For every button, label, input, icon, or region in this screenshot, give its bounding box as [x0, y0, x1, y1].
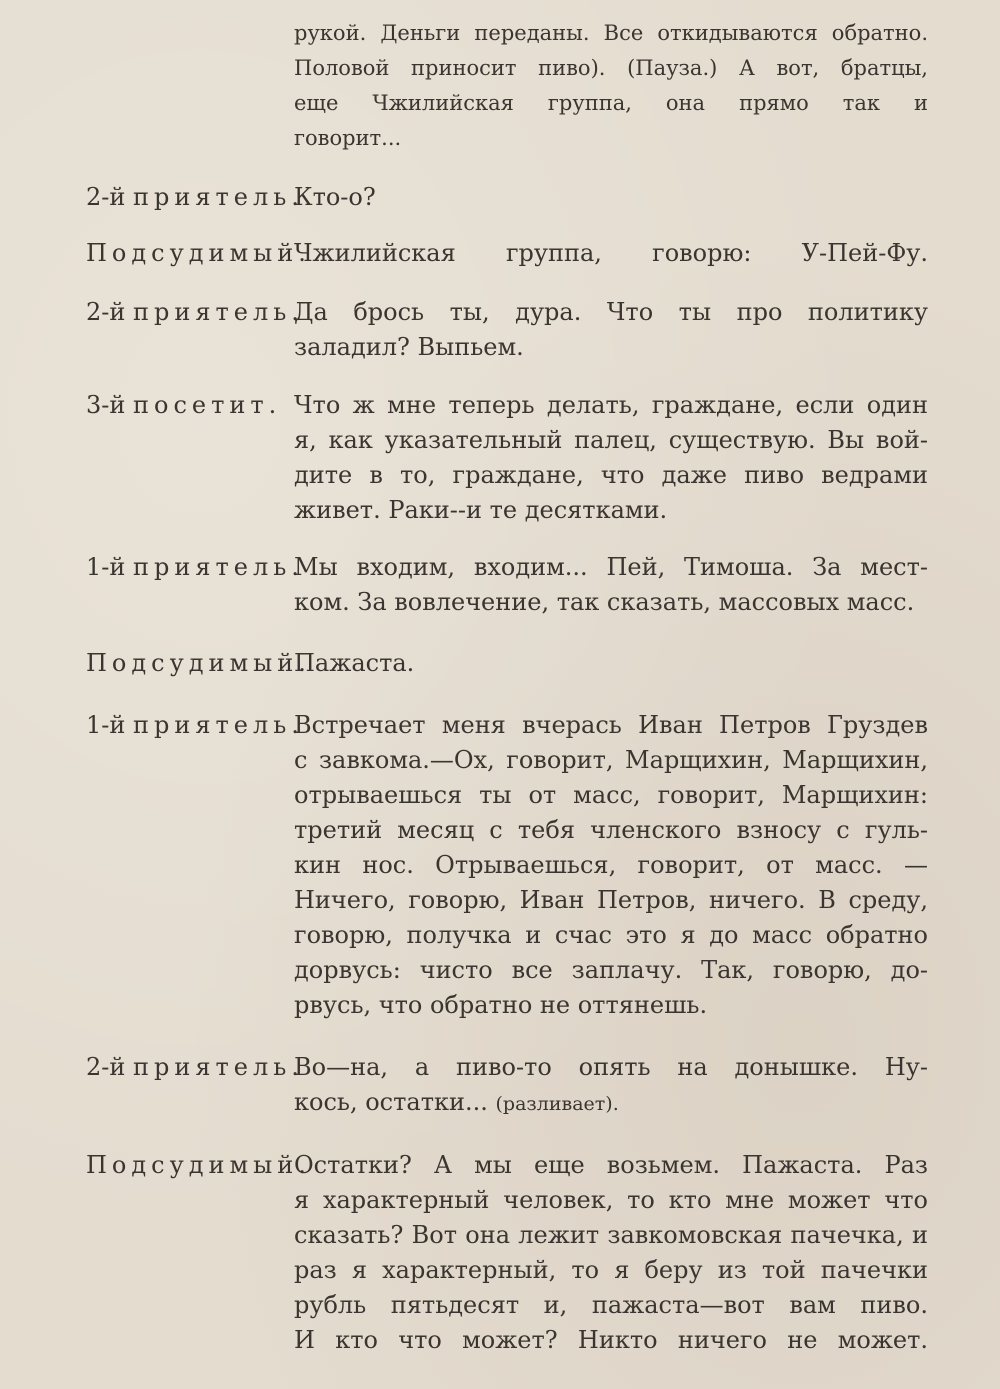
speaker-name	[86, 1050, 304, 1085]
text-line: раз я характерный, то я беру из той пачечки	[294, 1256, 928, 1284]
text-line: Чжилийская группа, говорю: У-Пей-Фу.	[294, 239, 928, 267]
text-line: Остатки? А мы еще возьмем. Пажаста. Раз	[294, 1151, 928, 1179]
text-line: Ничего, говорю, Иван Петров, ничего. В среду,	[294, 886, 928, 914]
text-line: говорю, получка и счас это я до масс обратно	[294, 921, 928, 949]
text-line: отрываешься ты от масс, говорит, Марщихин:	[294, 781, 928, 809]
speech-text	[294, 646, 928, 681]
text-line: кин нос. Отрываешься, говорит, от масс. —	[294, 851, 928, 879]
speech-text	[294, 1050, 928, 1120]
text-line: И кто что может? Никто ничего не может.	[294, 1326, 928, 1354]
speaker-number: 2-й	[86, 1053, 126, 1081]
text-line: живет. Раки--и те десятками.	[294, 496, 668, 524]
speaker-role: приятель.	[133, 711, 304, 739]
speech-text	[294, 1148, 928, 1358]
text-line: ком. За вовлечение, так сказать, массовых масс.	[294, 588, 915, 616]
speaker-number: 1-й	[86, 553, 126, 581]
speaker-name	[86, 708, 304, 743]
text-line: Что ж мне теперь делать, граждане, если один	[294, 391, 928, 419]
text-line: заладил? Выпьем.	[294, 333, 524, 361]
speaker-name	[86, 646, 311, 681]
speaker-name	[86, 550, 304, 585]
text-line: Мы входим, входим... Пей, Тимоша. За мест-	[294, 553, 928, 581]
speaker-name	[86, 180, 304, 215]
text-line: рвусь, что обратно не оттянешь.	[294, 991, 708, 1019]
text-line: рубль пятьдесят и, пажаста—вот вам пиво.	[294, 1291, 928, 1319]
speech-text	[294, 388, 928, 528]
stage-direction: (разливает).	[495, 1093, 619, 1115]
text-line: я, как указательный палец, существую. Вы вой-	[294, 426, 928, 454]
text-line: дорвусь: чисто все заплачу. Так, говорю, до-	[294, 956, 928, 984]
text-line	[294, 1085, 928, 1120]
text-line: с завкома.—Ох, говорит, Марщихин, Марщихин,	[294, 746, 928, 774]
text-line: Кто-о?	[294, 183, 376, 211]
speaker-role: Подсудимый.	[86, 649, 311, 677]
speaker-role: приятель.	[133, 1053, 304, 1081]
text-line: дите в то, граждане, что даже пиво ведрами	[294, 461, 928, 489]
speaker-role: посетит.	[133, 391, 282, 419]
text-line: Во—на, а пиво-то опять на донышке. Ну-	[294, 1053, 928, 1081]
speaker-role: приятель.	[133, 553, 304, 581]
text-line: я характерный человек, то кто мне может что	[294, 1186, 928, 1214]
speaker-name	[86, 236, 311, 271]
speaker-number: 2-й	[86, 183, 126, 211]
text-line: Пажаста.	[294, 649, 415, 677]
speaker-number: 3-й	[86, 391, 126, 419]
text-line: говорит...	[294, 126, 402, 150]
speech-text	[294, 16, 928, 156]
speaker-role: Подсудимый.	[86, 1151, 311, 1179]
text-line: сказать? Вот она лежит завкомовская пачечка, и	[294, 1221, 928, 1249]
text-line: Да брось ты, дура. Что ты про политику	[294, 298, 928, 326]
speech-text	[294, 708, 928, 1023]
speech-text	[294, 295, 928, 365]
speaker-name	[86, 1148, 311, 1183]
speech-text	[294, 236, 928, 271]
text-line: Встречает меня вчерась Иван Петров Груздев	[294, 711, 928, 739]
text-line: Половой приносит пиво). (Пауза.) А вот, братцы,	[294, 56, 928, 80]
speaker-role: приятель.	[133, 183, 304, 211]
speaker-number: 1-й	[86, 711, 126, 739]
text-line: рукой. Деньги переданы. Все откидываются обратно.	[294, 21, 928, 45]
text-line: третий месяц с тебя членского взносу с гуль-	[294, 816, 928, 844]
speech-text	[294, 180, 928, 215]
speaker-number: 2-й	[86, 298, 126, 326]
speaker-role: Подсудимый.	[86, 239, 311, 267]
text-fragment: кось, остатки...	[294, 1088, 488, 1116]
speaker-role: приятель.	[133, 298, 304, 326]
speaker-name	[86, 388, 296, 423]
text-line: еще Чжилийская группа, она прямо так и	[294, 91, 928, 115]
speech-text	[294, 550, 928, 620]
speaker-name	[86, 295, 304, 330]
